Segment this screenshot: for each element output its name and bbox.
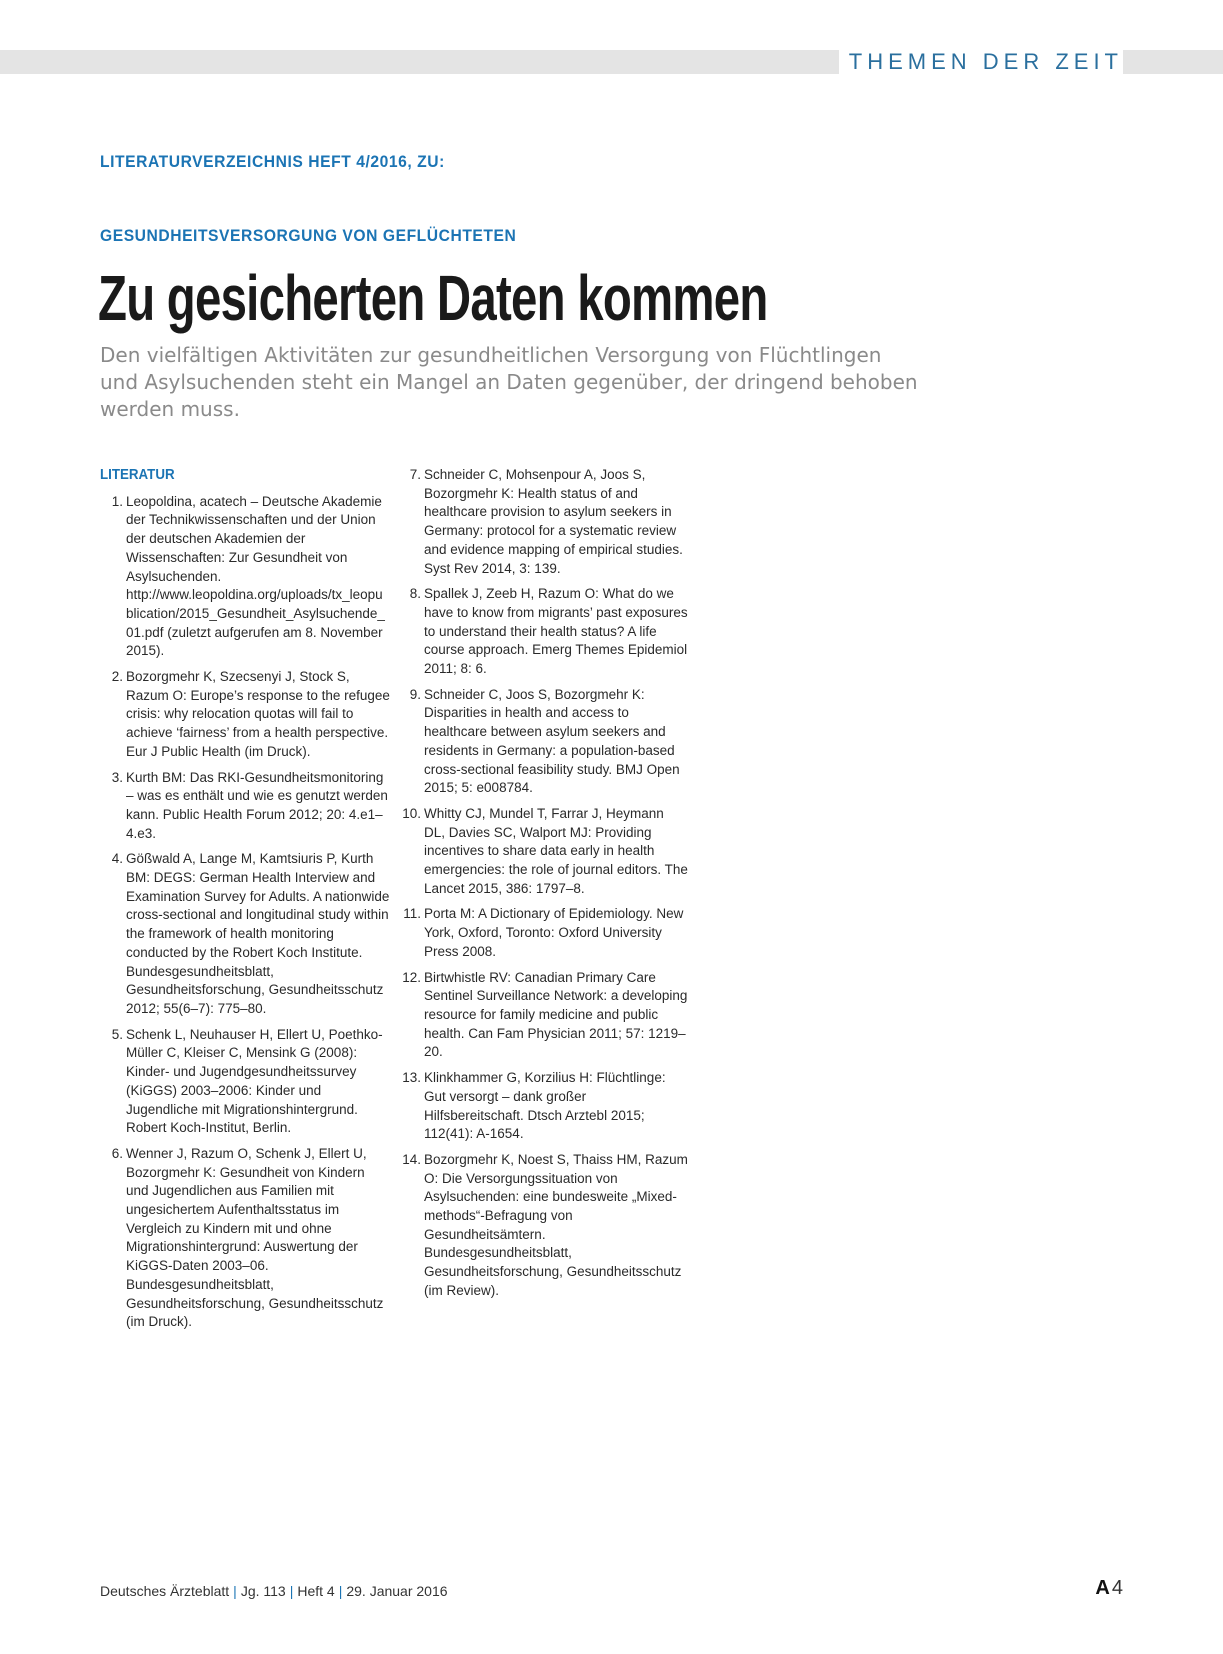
reference-number: 7. [409,467,421,482]
literature-heading: LITERATUR [100,467,175,483]
reference-text: Whitty CJ, Mundel T, Farrar J, Heymann DL, Davies SC, Walport MJ: Providing incentives to share data early in health emergencies: the role of journal editors. The Lancet 2015, 386: 1797–8. [424,805,688,896]
journal-issue: Heft 4 [297,1583,335,1599]
subkicker: GESUNDHEITSVERSORGUNG VON GEFLÜCHTETEN [100,226,517,245]
reference-item [398,1069,688,1144]
reference-text: Gößwald A, Lange M, Kamtsiuris P, Kurth BM: DEGS: German Health Interview and Examination Survey for Adults. A nationwide cross-sectional and longitudinal study within the framework of health monitoring conducted by the Robert Koch Institute. Bundesgesundheitsblatt, Gesundheitsforschung, Gesundheitsschutz 2012; 55(6–7): 775–80. [126,851,390,1016]
reference-number: 12. [402,969,421,985]
reference-item [100,769,390,844]
reference-number: 9. [409,686,421,702]
reference-text: Klinkhammer G, Korzilius H: Flüchtlinge: Gut versorgt – dank großer Hilfsbereitschaft. Dtsch Arztebl 2015; 112(41): A-1654. [424,1070,666,1142]
reference-item [398,969,688,1063]
journal-name: Deutsches Ärzteblatt [100,1583,230,1599]
reference-text: Bozorgmehr K, Szecsenyi J, Stock S, Razum O: Europe’s response to the refugee crisis: why relocation quotas will fail to achieve ‘fairness’ from a health perspective. Eur J Public Health (im Druck). [126,669,390,759]
references-column-right [398,466,688,1308]
reference-text: Schneider C, Mohsenpour A, Joos S, Bozorgmehr K: Health status of and healthcare provision to asylum seekers in Germany: protocol for a systematic review and evidence mapping of empirical studies. Syst Rev 2014, 3: 139. [424,467,683,576]
reference-number: 5. [111,1026,123,1042]
reference-text: Leopoldina, acatech – Deutsche Akademie der Technikwissenschaften und der Union der deutschen Akademien der Wissenschaften: Zur Gesundheit von Asylsuchenden. http://www.leopoldina.org/uploads/tx_leopublication/2015_Gesundheit_Asylsuchende_01.pdf (zuletzt aufgerufen am 8. November 2015). [126,493,385,659]
reference-number: 13. [402,1070,421,1086]
footer-separator: | [289,1583,294,1599]
footer-separator: | [233,1583,237,1599]
reference-text: Kurth BM: Das RKI-Gesundheitsmonitoring – was es enthält und wie es genutzt werden kann. Public Health Forum 2012; 20: 4.e1–4.e3. [126,769,388,841]
journal-date: 29. Januar 2016 [346,1583,448,1599]
footer [100,1583,448,1599]
footer-separator: | [338,1583,343,1599]
reference-number: 4. [111,851,123,867]
reference-item [398,905,688,961]
reference-item [100,668,390,762]
reference-number: 10. [402,805,421,821]
reference-number: 2. [111,669,123,685]
section-label: THEMEN DER ZEIT [839,49,1123,75]
reference-number: 11. [403,906,421,922]
reference-text: Wenner J, Razum O, Schenk J, Ellert U, Bozorgmehr K: Gesundheit von Kindern und Jugendlichen aus Familien mit ungesichertem Aufenthaltsstatus im Vergleich zu Kindern mit und ohne Migrationshintergrund: Auswertung der KiGGS-Daten 2003–06. Bundesgesundheitsblatt, Gesundheitsforschung, Gesundheitsschutz (im Druck). [126,1145,384,1330]
reference-text: Porta M: A Dictionary of Epidemiology. New York, Oxford, Toronto: Oxford University Press 2008. [424,906,684,959]
reference-item [100,493,390,661]
reference-list-left [100,493,390,1332]
page-prefix: A [1095,1577,1110,1599]
references-column-left [100,466,390,1339]
reference-text: Schneider C, Joos S, Bozorgmehr K: Disparities in health and access to healthcare between asylum seekers and residents in Germany: a population-based cross-sectional feasibility study. BMJ Open 2015; 5: e008784. [424,686,680,796]
reference-text: Spallek J, Zeeb H, Razum O: What do we have to know from migrants’ past exposures to understand their health status? A life course approach. Emerg Themes Epidemiol 2011; 8: 6. [424,586,688,677]
reference-number: 6. [111,1145,123,1161]
reference-list-right [398,466,688,1301]
reference-item [398,466,688,578]
reference-text: Bozorgmehr K, Noest S, Thaiss HM, Razum O: Die Versorgungssituation von Asylsuchenden: eine bundesweite „Mixed-methods“-Befragung von Gesundheitsämtern. Bundesgesundheitsblatt, Gesundheitsforschung, Gesundheitsschutz (im Review). [424,1151,688,1298]
reference-item [398,585,688,679]
reference-number: 8. [409,586,421,602]
page-number [1095,1577,1123,1600]
reference-text: Schenk L, Neuhauser H, Ellert U, Poethko-Müller C, Kleiser C, Mensink G (2008): Kinder- und Jugendgesundheitssurvey (KiGGS) 2003–2006: Kinder und Jugendliche mit Migrationshintergrund. Robert Koch-Institut, Berlin. [126,1026,383,1136]
page-title: Zu gesicherten Daten kommen [98,262,768,334]
reference-item [398,805,688,899]
reference-number: 14. [402,1151,421,1167]
reference-item [398,1151,688,1301]
kicker: LITERATURVERZEICHNIS HEFT 4/2016, ZU: [100,152,445,171]
journal-volume: Jg. 113 [240,1583,286,1599]
reference-item [100,850,390,1018]
reference-number: 3. [111,769,123,785]
lead-text: Den vielfältigen Aktivitäten zur gesundheitlichen Versorgung von Flüchtlingen und Asylsuchenden steht ein Mangel an Daten gegenüber, der dringend behoben werden muss. [100,343,918,421]
reference-text: Birtwhistle RV: Canadian Primary Care Sentinel Surveillance Network: a developing resource for family medicine and public health. Can Fam Physician 2011; 57: 1219–20. [424,969,688,1060]
page-number-value: 4 [1111,1577,1123,1599]
reference-item [100,1026,390,1138]
reference-number: 1. [111,493,123,509]
reference-item [398,686,688,798]
reference-item [100,1145,390,1332]
